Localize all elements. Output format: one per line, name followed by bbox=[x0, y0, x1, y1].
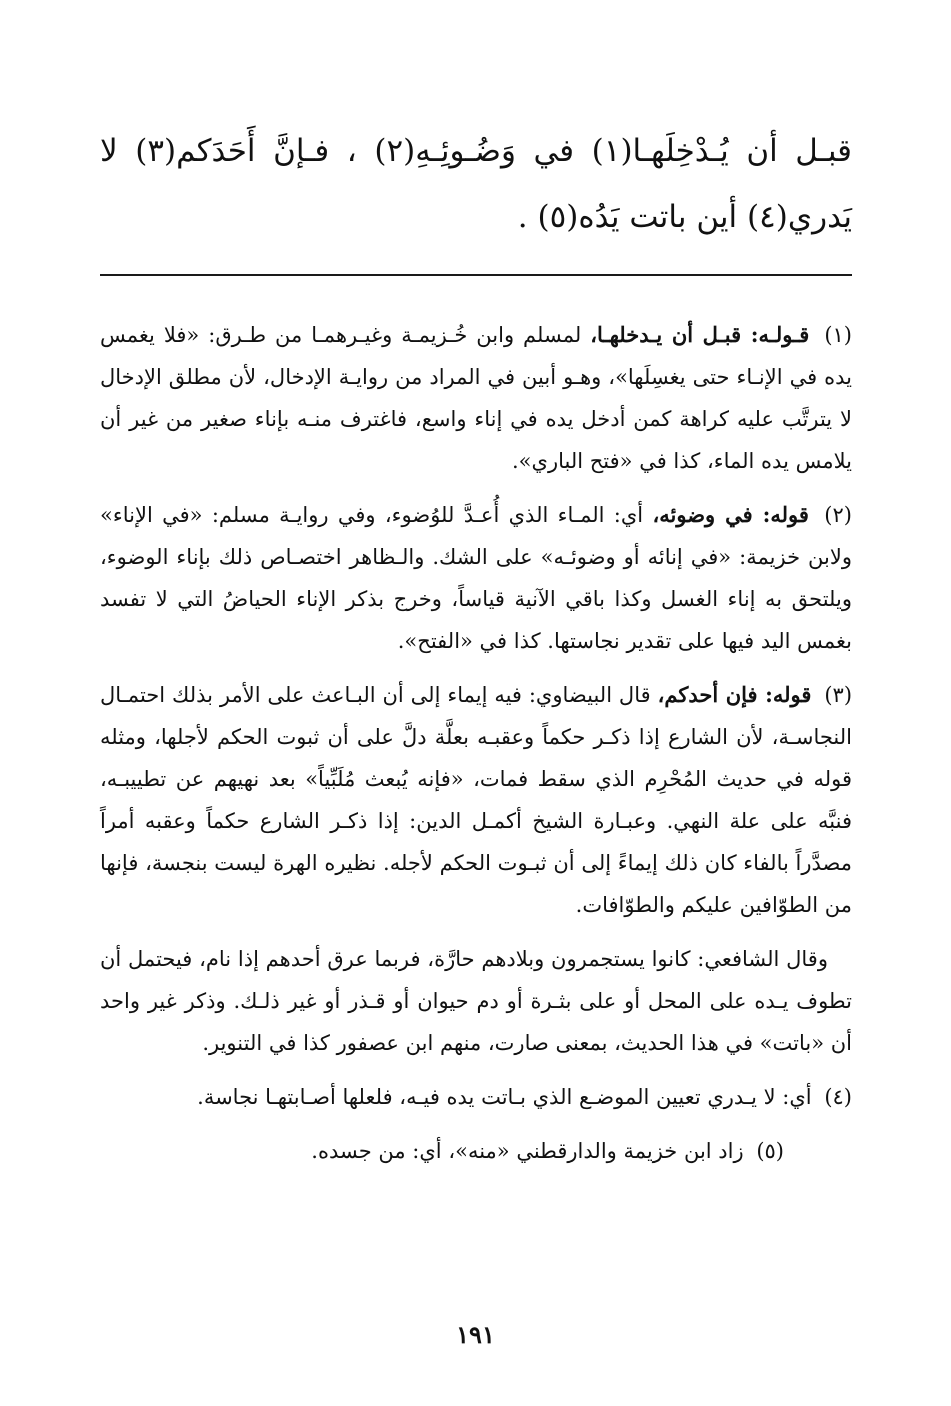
footnote-number: (٢) bbox=[824, 503, 852, 527]
footnote-5 bbox=[100, 1130, 852, 1172]
footnote-text: أي: المـاء الذي أُعـدَّ للوُضوء، وفي روايـة مسلم: «في الإناء» ولابن خزيمة: «في إنائه أو وضوئـه» على الشك. والـظاهر اختصـاص ذلك بإناء الوضوء، ويلتحق به إناء الغسل وكذا باقي الآنية قياساً، وخرج بذكر الإناء الحياضُ التي لا تفسد بغمس اليد فيها على تقدير نجاستها. كذا في «الفتح». bbox=[100, 503, 852, 653]
footnote-text: قال البيضاوي: فيه إيماء إلى أن البـاعث على الأمر بذلك احتمـال النجاسـة، لأن الشارع إذا ذكـر حكماً وعقبـه بعلَّة دلَّ على أن ثبوت الحكم لأجلها، ومثله قوله في حديث المُحْرِم الذي سقط فمات، «فإنه يُبعث مُلَبِّياً» بعد نهيهم عن تطييبـه، فنبَّه على علة النهي. وعبـارة الشيخ أكمـل الدين: إذا ذكـر الشارع حكماً وعقبه أمراً مصدَّراً بالفاء كان ذلك إيماءً إلى أن ثبـوت الحكم لأجله. نظيره الهرة ليست بنجسة، فإنها من الطوّافين عليكم والطوّافات. bbox=[100, 683, 852, 917]
footnote-divider bbox=[100, 274, 852, 276]
footnote-3 bbox=[100, 674, 852, 926]
footnote-lead: قـولـه: قبـل أن يـدخلهـا، bbox=[590, 322, 810, 347]
footnote-text: زاد ابن خزيمة والدارقطني «منه»، أي: من جسده. bbox=[311, 1139, 744, 1163]
footnote-1 bbox=[100, 314, 852, 482]
footnote-lead: قوله: فإن أحدكم، bbox=[657, 682, 812, 707]
footnote-number: (٥) bbox=[756, 1139, 784, 1163]
page-body bbox=[100, 118, 852, 1378]
footnote-number: (٣) bbox=[824, 683, 853, 707]
footnote-text: وقال الشافعي: كانوا يستجمرون وبلادهم حارَّة، فربما عرق أحدهم إذا نام، فيحتمل أن تطوف يـده على المحل أو على بثـرة أو دم حيوان أو قـذر أو غير ذلـك. وذكر غير واحد أن «باتت» في هذا الحديث، بمعنى صارت، منهم ابن عصفور كذا في التنوير. bbox=[100, 947, 852, 1055]
footnote-lead: قوله: في وضوئه، bbox=[652, 502, 809, 527]
footnote-text: أي: لا يـدري تعيين الموضـع الذي بـاتت يده فيـه، فلعلها أصـابتهـا نجاسة. bbox=[197, 1085, 812, 1109]
footnote-text: لمسلم وابن خُـزيمـة وغيـرهمـا من طـرق: «فلا يغمس يده في الإنـاء حتى يغسِلَها»، وهـو أبين في المراد من روايـة الإدخال، لأن مطلق الإدخال لا يترتَّب عليه كراهة كمن أدخل يده في إناء واسع، فاغترف منـه بإناء صغير من غير أن يلامس يده الماء، كذا في «فتح الباري». bbox=[100, 323, 852, 473]
footnote-2 bbox=[100, 494, 852, 662]
footnote-number: (١) bbox=[824, 323, 852, 347]
footnote-3-continued bbox=[100, 938, 852, 1064]
footnote-number: (٤) bbox=[824, 1085, 852, 1109]
main-text: قبـل أن يُـدْخِلَهـا(١) في وَضُـوئِـهِ(٢) ، فـإنَّ أَحَدَكم(٣) لا يَدري(٤) أين باتت يَدُه(٥) . bbox=[100, 133, 852, 235]
page-number: ١٩١ bbox=[456, 1320, 495, 1349]
footnote-4 bbox=[100, 1076, 852, 1118]
footnotes bbox=[100, 314, 852, 1172]
